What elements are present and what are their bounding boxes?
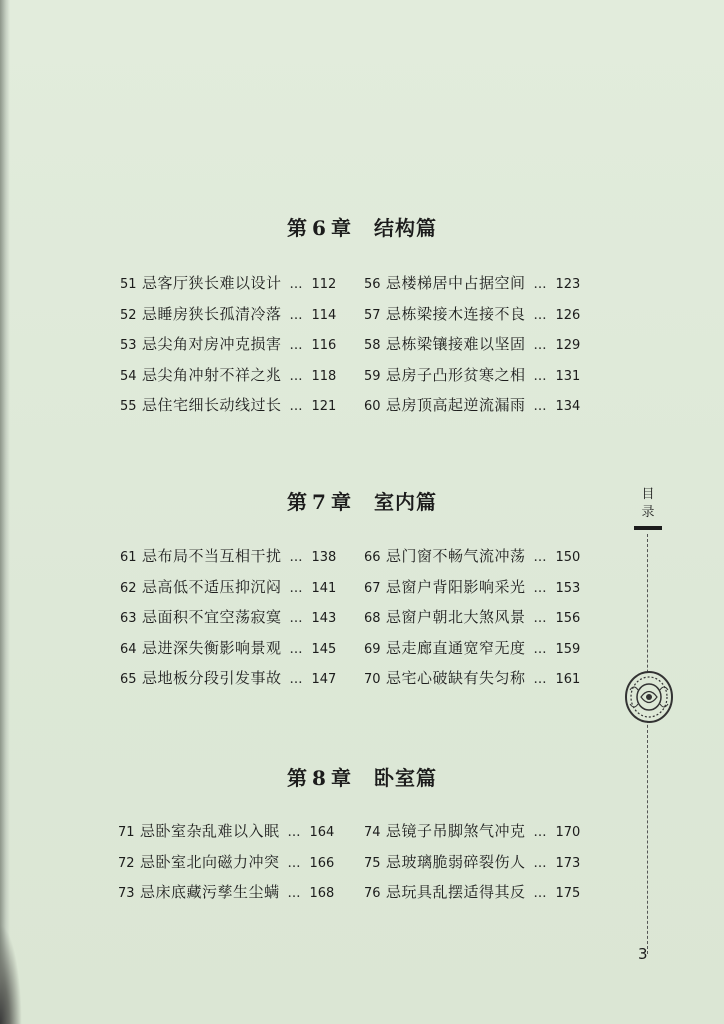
toc-entry[interactable] xyxy=(364,851,580,872)
entry-title: 忌进深失衡影响景观 xyxy=(142,638,282,657)
entry-page-number: 123 xyxy=(555,277,581,292)
entry-title: 忌镜子吊脚煞气冲克 xyxy=(386,822,526,840)
entry-page-number: 116 xyxy=(311,338,337,353)
entry-leader: … xyxy=(533,611,548,626)
entry-leader: … xyxy=(533,855,548,871)
side-char-mu: 目 xyxy=(641,487,655,502)
chapter-word: 章 xyxy=(330,216,352,240)
side-tab-label xyxy=(640,486,656,522)
entry-number: 53 xyxy=(120,338,137,353)
entry-leader: … xyxy=(533,672,548,687)
chapter-name: 结构篇 xyxy=(373,216,437,240)
entry-number: 60 xyxy=(364,399,381,414)
chapter-7-title xyxy=(0,486,724,515)
entry-leader: … xyxy=(289,399,304,414)
toc-entry[interactable] xyxy=(120,667,336,688)
entry-page-number: 159 xyxy=(555,641,581,657)
entry-leader: … xyxy=(287,825,302,840)
entry-leader: … xyxy=(289,550,304,565)
entry-page-number: 170 xyxy=(555,825,581,840)
chapter-8-title xyxy=(0,762,724,791)
chapter-number: 6 xyxy=(312,216,327,240)
entry-page-number: 126 xyxy=(555,307,581,323)
entry-number: 73 xyxy=(118,886,135,901)
entry-title: 忌卧室杂乱难以入眠 xyxy=(140,822,280,840)
toc-entry[interactable] xyxy=(120,394,336,415)
entry-number: 52 xyxy=(120,307,137,323)
entry-page-number: 153 xyxy=(555,580,581,596)
entry-number: 54 xyxy=(120,368,137,384)
entry-title: 忌床底藏污孳生尘螨 xyxy=(140,883,280,901)
toc-entry[interactable] xyxy=(364,333,580,354)
entry-page-number: 129 xyxy=(555,338,581,353)
chapter-name: 卧室篇 xyxy=(373,766,437,790)
entry-leader: … xyxy=(533,368,548,384)
entry-leader: … xyxy=(289,672,304,687)
entry-page-number: 164 xyxy=(309,825,335,840)
chapter-number: 8 xyxy=(312,766,327,790)
entry-number: 61 xyxy=(120,550,137,565)
entry-title: 忌尖角冲射不祥之兆 xyxy=(142,365,282,384)
entry-number: 71 xyxy=(118,825,135,840)
entry-leader: … xyxy=(287,886,302,901)
toc-entry[interactable] xyxy=(364,394,580,415)
entry-title: 忌尖角对房冲克损害 xyxy=(142,335,282,353)
side-tab-bar xyxy=(634,526,662,530)
chapter-word: 章 xyxy=(330,766,352,790)
entry-title: 忌玻璃脆弱碎裂伤人 xyxy=(386,852,526,871)
entry-number: 59 xyxy=(364,368,381,384)
entry-page-number: 168 xyxy=(309,886,335,901)
entry-title: 忌栋梁接木连接不良 xyxy=(386,304,526,323)
toc-entry[interactable] xyxy=(364,545,580,566)
entry-number: 57 xyxy=(364,307,381,323)
page-corner-mark xyxy=(0,924,22,1024)
toc-entry[interactable] xyxy=(120,576,336,597)
side-dashed-line xyxy=(647,534,648,954)
entry-title: 忌睡房狭长孤清冷落 xyxy=(142,304,282,323)
toc-entry[interactable] xyxy=(118,820,334,841)
toc-entry[interactable] xyxy=(120,606,336,627)
entry-leader: … xyxy=(289,338,304,353)
decorative-seal-icon xyxy=(624,670,674,728)
entry-leader: … xyxy=(289,580,304,596)
entry-title: 忌窗户朝北大煞风景 xyxy=(386,608,526,626)
chapter-prefix: 第 xyxy=(287,216,309,240)
toc-entry[interactable] xyxy=(120,272,336,293)
entry-number: 76 xyxy=(364,886,381,901)
toc-entry[interactable] xyxy=(364,606,580,627)
entry-title: 忌布局不当互相干扰 xyxy=(142,547,282,565)
entry-leader: … xyxy=(533,580,548,596)
entry-number: 67 xyxy=(364,580,381,596)
page-number: 3 xyxy=(638,945,648,963)
entry-title: 忌房顶高起逆流漏雨 xyxy=(386,396,526,414)
entry-title: 忌房子凸形贫寒之相 xyxy=(386,365,526,384)
entry-title: 忌走廊直通宽窄无度 xyxy=(386,638,526,657)
toc-entry[interactable] xyxy=(364,576,580,597)
entry-title: 忌楼梯居中占据空间 xyxy=(386,274,526,292)
entry-leader: … xyxy=(289,277,304,292)
entry-title: 忌面积不宜空荡寂寞 xyxy=(142,608,282,626)
entry-title: 忌玩具乱摆适得其反 xyxy=(386,883,526,901)
entry-leader: … xyxy=(533,399,548,414)
entry-number: 69 xyxy=(364,641,381,657)
entry-leader: … xyxy=(533,641,548,657)
entry-page-number: 166 xyxy=(309,855,335,871)
entry-title: 忌栋梁镶接难以坚固 xyxy=(386,335,526,353)
entry-title: 忌高低不适压抑沉闷 xyxy=(142,577,282,596)
toc-entry[interactable] xyxy=(118,881,334,902)
chapter-6-title xyxy=(0,212,724,241)
chapter-prefix: 第 xyxy=(287,490,309,514)
toc-entry[interactable] xyxy=(120,364,336,385)
entry-leader: … xyxy=(533,825,548,840)
entry-number: 64 xyxy=(120,641,137,657)
toc-entry[interactable] xyxy=(364,364,580,385)
entry-title: 忌门窗不畅气流冲荡 xyxy=(386,547,526,565)
entry-leader: … xyxy=(287,855,302,871)
entry-page-number: 173 xyxy=(555,855,581,871)
entry-leader: … xyxy=(533,338,548,353)
entry-number: 62 xyxy=(120,580,137,596)
entry-page-number: 147 xyxy=(311,672,337,687)
entry-page-number: 143 xyxy=(311,611,337,626)
entry-title: 忌宅心破缺有失匀称 xyxy=(386,669,526,687)
toc-entry[interactable] xyxy=(364,272,580,293)
entry-number: 58 xyxy=(364,338,381,353)
entry-page-number: 131 xyxy=(555,368,581,384)
entry-page-number: 114 xyxy=(311,307,337,323)
entry-number: 63 xyxy=(120,611,137,626)
chapter-prefix: 第 xyxy=(287,766,309,790)
entry-leader: … xyxy=(289,611,304,626)
entry-title: 忌卧室北向磁力冲突 xyxy=(140,852,280,871)
entry-number: 56 xyxy=(364,277,381,292)
entry-page-number: 138 xyxy=(311,550,337,565)
entry-number: 66 xyxy=(364,550,381,565)
entry-number: 51 xyxy=(120,277,137,292)
toc-entry[interactable] xyxy=(364,667,580,688)
entry-number: 68 xyxy=(364,611,381,626)
entry-page-number: 112 xyxy=(311,277,337,292)
toc-entry[interactable] xyxy=(120,333,336,354)
entry-leader: … xyxy=(289,307,304,323)
toc-entry[interactable] xyxy=(364,881,580,902)
entry-page-number: 134 xyxy=(555,399,581,414)
entry-leader: … xyxy=(533,307,548,323)
toc-entry[interactable] xyxy=(120,637,336,658)
chapter-name: 室内篇 xyxy=(373,490,437,514)
entry-page-number: 161 xyxy=(555,672,581,687)
entry-leader: … xyxy=(533,550,548,565)
entry-leader: … xyxy=(533,886,548,901)
entry-leader: … xyxy=(533,277,548,292)
entry-page-number: 175 xyxy=(555,886,581,901)
entry-title: 忌地板分段引发事故 xyxy=(142,669,282,687)
toc-entry[interactable] xyxy=(364,637,580,658)
entry-number: 70 xyxy=(364,672,381,687)
toc-entry[interactable] xyxy=(120,545,336,566)
chapter-number: 7 xyxy=(312,490,327,514)
entry-number: 75 xyxy=(364,855,381,871)
entry-number: 72 xyxy=(118,855,135,871)
toc-entry[interactable] xyxy=(118,851,334,872)
toc-entry[interactable] xyxy=(364,820,580,841)
entry-page-number: 121 xyxy=(311,399,337,414)
toc-entry[interactable] xyxy=(364,303,580,324)
toc-entry[interactable] xyxy=(120,303,336,324)
entry-leader: … xyxy=(289,368,304,384)
entry-number: 74 xyxy=(364,825,381,840)
entry-page-number: 150 xyxy=(555,550,581,565)
entry-number: 55 xyxy=(120,399,137,414)
entry-title: 忌客厅狭长难以设计 xyxy=(142,274,282,292)
chapter-word: 章 xyxy=(330,490,352,514)
entry-page-number: 156 xyxy=(555,611,581,626)
entry-page-number: 145 xyxy=(311,641,337,657)
side-char-lu: 录 xyxy=(641,505,655,520)
entry-title: 忌窗户背阳影响采光 xyxy=(386,577,526,596)
entry-page-number: 141 xyxy=(311,580,337,596)
entry-title: 忌住宅细长动线过长 xyxy=(142,396,282,414)
entry-number: 65 xyxy=(120,672,137,687)
entry-page-number: 118 xyxy=(311,368,337,384)
entry-leader: … xyxy=(289,641,304,657)
